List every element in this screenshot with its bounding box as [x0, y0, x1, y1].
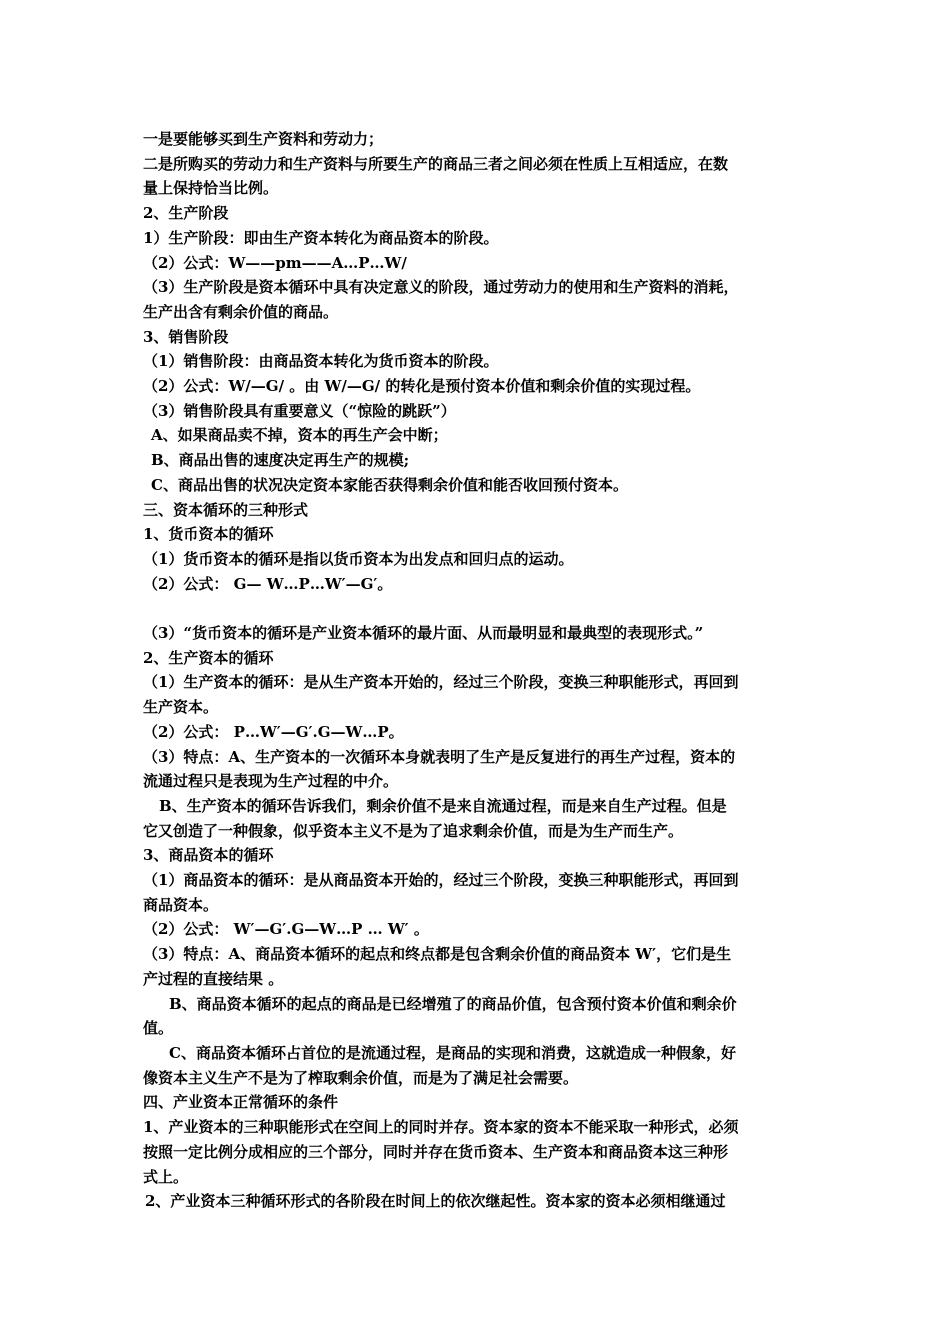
text-line: （3）特点：A、生产资本的一次循环本身就表明了生产是反复进行的再生产过程，资本的: [143, 747, 736, 766]
section-heading: 3、商品资本的循环: [143, 846, 274, 865]
section-heading: 2、生产阶段: [143, 204, 229, 223]
formula-line: （2）公式： W′—G′.G—W…P … W′ 。: [143, 920, 429, 939]
text-line: 产过程的直接结果 。: [143, 969, 284, 988]
text-line: 流通过程只是表现为生产过程的中介。: [143, 772, 399, 791]
list-item: B、商品出售的速度决定再生产的规模;: [151, 451, 410, 470]
text-line: 二是所购买的劳动力和生产资料与所要生产的商品三者之间必须在性质上互相适应，在数: [143, 154, 729, 173]
text-line: （3）“货币资本的循环是产业资本循环的最片面、从而最明显和最典型的表现形式。”: [143, 624, 704, 643]
chapter-heading: 四、产业资本正常循环的条件: [143, 1093, 339, 1112]
text-line: 商品资本。: [143, 895, 219, 914]
text-line: 1、产业资本的三种职能形式在空间上的同时并存。资本家的资本不能采取一种形式，必须: [143, 1118, 739, 1137]
blank-line: [143, 596, 813, 621]
section-heading: 3、销售阶段: [143, 327, 229, 346]
list-item: C、商品资本循环占首位的是流通过程，是商品的实现和消费，这就造成一种假象，好: [169, 1044, 736, 1062]
text-line: 生产出含有剩余价值的商品。: [143, 302, 339, 321]
text-line: （1）商品资本的循环：是从商品资本开始的，经过三个阶段，变换三种职能形式，再回到: [143, 871, 739, 890]
text-line: 式上。: [143, 1167, 189, 1186]
text-line: （1）货币资本的循环是指以货币资本为出发点和回归点的运动。: [143, 549, 574, 568]
list-item: C、商品出售的状况决定资本家能否获得剩余价值和能否收回预付资本。: [151, 475, 628, 494]
text-line: 按照一定比例分成相应的三个部分，同时并存在货币资本、生产资本和商品资本这三种形: [143, 1142, 729, 1161]
text-line: （1）生产资本的循环：是从生产资本开始的，经过三个阶段，变换三种职能形式，再回到: [143, 673, 739, 692]
formula-line: （2）公式： G— W…P…W′—G′。: [143, 574, 393, 593]
formula-line: （2）公式： P…W′—G′.G—W…P。: [143, 722, 404, 741]
list-item: B、生产资本的循环告诉我们，剩余价值不是来自流通过程，而是来自生产过程。但是: [159, 796, 727, 815]
section-heading: 1、货币资本的循环: [143, 525, 274, 544]
formula-line: （2）公式：W——pm——A…P…W/: [143, 253, 407, 272]
text-line: 值。: [143, 1019, 174, 1038]
formula-line: （2）公式：W/—G/ 。由 W/—G/ 的转化是预付资本价值和剩余价值的实现过程。: [143, 377, 701, 396]
text-line: 2、产业资本三种循环形式的各阶段在时间上的依次继起性。资本家的资本必须相继通过: [145, 1192, 726, 1211]
document-page: [143, 127, 813, 1214]
list-item: B、商品资本循环的起点的商品是已经增殖了的商品价值，包含预付资本价值和剩余价: [169, 994, 737, 1013]
chapter-heading: 三、资本循环的三种形式: [143, 500, 309, 519]
text-line: （3）生产阶段是资本循环中具有决定意义的阶段，通过劳动力的使用和生产资料的消耗，: [143, 278, 739, 297]
text-line: 1）生产阶段：即由生产资本转化为商品资本的阶段。: [143, 228, 499, 247]
text-line: （3）特点：A、商品资本循环的起点和终点都是包含剩余价值的商品资本 W′，它们是生: [143, 945, 732, 964]
text-line: （1）销售阶段：由商品资本转化为货币资本的阶段。: [143, 352, 499, 371]
text-line: 像资本主义生产不是为了榨取剩余价值，而是为了满足社会需要。: [143, 1068, 579, 1087]
text-line: （3）销售阶段具有重要意义（“惊险的跳跃”）: [143, 401, 456, 420]
section-heading: 2、生产资本的循环: [143, 648, 274, 667]
text-line: 一是要能够买到生产资料和劳动力；: [143, 130, 384, 148]
text-line: 它又创造了一种假象，似乎资本主义不是为了追求剩余价值，而是为生产而生产。: [143, 821, 684, 840]
text-line: 量上保持恰当比例。: [143, 179, 279, 198]
list-item: A、如果商品卖不掉，资本的再生产会中断；: [151, 426, 448, 445]
text-line: 生产资本。: [143, 698, 219, 717]
